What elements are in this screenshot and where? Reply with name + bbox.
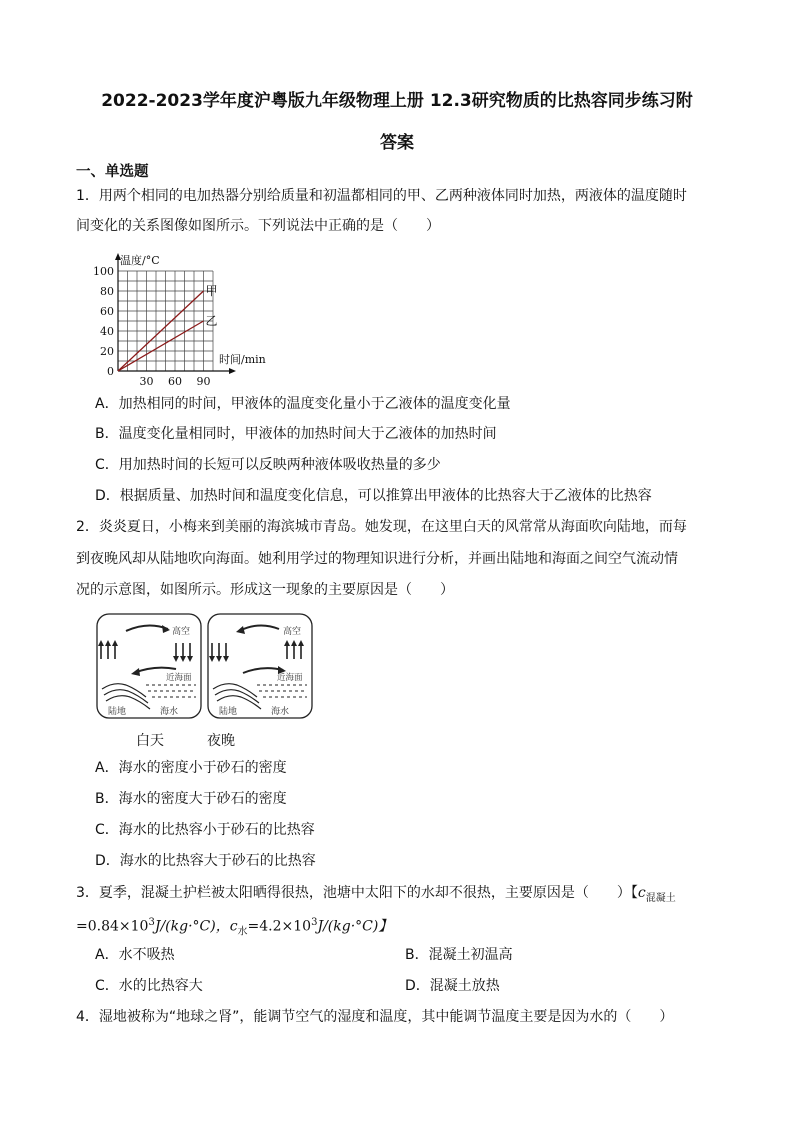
q2-stem-line1: 2．炎炎夏日，小梅来到美丽的海滨城市青岛。她发现，在这里白天的风常常从海面吹向陆地，而每 (76, 519, 687, 535)
q2-night-diagram (207, 613, 313, 719)
q4-stem-line1: 4．湿地被称为“地球之肾”，能调节空气的湿度和温度，其中能调节温度主要是因为水的（ ） (76, 1009, 674, 1025)
label-high-altitude: 高空 (172, 627, 191, 637)
x-axis-label: 时间/min (219, 353, 266, 366)
c-subscript-water: 水 (237, 926, 248, 938)
c-symbol: c (637, 885, 646, 901)
q1-temperature-chart (88, 240, 308, 385)
q3-option-b[interactable]: B．混凝土初温高 (405, 947, 513, 963)
y-tick-label: 100 (93, 265, 114, 278)
arrowhead (236, 626, 245, 634)
doc-title-line1: 2022-2023学年度沪粤版九年级物理上册 12.3研究物质的比热容同步练习附 (101, 91, 693, 111)
q2-option-d[interactable]: D．海水的比热容大于砂石的比热容 (95, 853, 316, 869)
q1-stem-line2: 间变化的关系图像如图所示。下列说法中正确的是（ ） (76, 218, 440, 234)
q3-option-d[interactable]: D．混凝土放热 (405, 978, 500, 994)
label-high-altitude: 高空 (283, 627, 302, 637)
q2-stem-line3: 况的示意图，如图所示。形成这一现象的主要原因是（ ） (76, 582, 454, 598)
y-tick-label: 20 (100, 345, 114, 358)
label-sea: 海水 (271, 707, 290, 717)
q1-option-b[interactable]: B．温度变化量相同时，甲液体的加热时间大于乙液体的加热时间 (95, 426, 497, 442)
q3-option-a[interactable]: A．水不吸热 (95, 947, 175, 963)
exponent: 3 (148, 917, 155, 928)
label-near-sea: 近海面 (166, 673, 192, 683)
x-tick-label: 30 (139, 375, 154, 385)
series-label: 甲 (205, 284, 218, 298)
caption-night: 夜晚 (207, 733, 235, 749)
section-heading: 一、单选题 (76, 164, 149, 180)
x-tick-label: 90 (196, 375, 211, 385)
q3-stem-line2 (76, 913, 726, 942)
arrowhead (162, 625, 170, 633)
caption-day: 白天 (136, 733, 164, 749)
y-tick-label: 80 (100, 285, 114, 298)
q3-stem-line1 (76, 883, 726, 909)
y-tick-label: 0 (107, 365, 114, 378)
formula-part: J/(kg·°C)， (154, 918, 230, 935)
label-land: 陆地 (219, 707, 238, 717)
label-sea: 海水 (160, 707, 179, 717)
q2-option-c[interactable]: C．海水的比热容小于砂石的比热容 (95, 822, 315, 838)
y-tick-label: 40 (100, 325, 114, 338)
q2-option-a[interactable]: A．海水的密度小于砂石的密度 (95, 760, 287, 776)
doc-title-line2: 答案 (380, 133, 414, 153)
formula-part: =4.2×10 (247, 918, 312, 935)
y-axis-label: 温度/°C (120, 254, 160, 267)
c-subscript-concrete: 混凝土 (645, 892, 676, 904)
x-tick-label: 60 (168, 375, 182, 385)
sea-surface (257, 685, 307, 697)
q3-option-c[interactable]: C．水的比热容大 (95, 978, 203, 994)
q2-option-b[interactable]: B．海水的密度大于砂石的密度 (95, 791, 287, 807)
label-near-sea: 近海面 (277, 673, 303, 683)
series-line-乙 (118, 321, 204, 371)
sea-surface (146, 685, 196, 697)
y-tick-label: 60 (100, 305, 114, 318)
q1-option-c[interactable]: C．用加热时间的长短可以反映两种液体吸收热量的多少 (95, 457, 441, 473)
arrowhead (131, 668, 140, 676)
q1-stem-line1: 1．用两个相同的电加热器分别给质量和初温都相同的甲、乙两种液体同时加热，两液体的温度随时 (76, 188, 687, 204)
c-symbol: c (229, 918, 238, 935)
airflow-arrow (126, 625, 168, 631)
formula-part: J/(kg·°C)】 (317, 918, 393, 935)
q3-stem-text: 3．夏季，混凝土护栏被太阳晒得很热，池塘中太阳下的水却不很热，主要原因是（ ）【 (76, 885, 638, 901)
q1-option-d[interactable]: D．根据质量、加热时间和温度变化信息，可以推算出甲液体的比热容大于乙液体的比热容 (95, 488, 652, 504)
exponent: 3 (311, 917, 318, 928)
x-axis-arrowhead (229, 368, 236, 374)
series-label: 乙 (205, 314, 218, 328)
q2-stem-line2: 到夜晚风却从陆地吹向海面。她利用学过的物理知识进行分析，并画出陆地和海面之间空气流动情 (76, 551, 678, 567)
formula-part: =0.84×10 (76, 918, 149, 935)
q1-option-a[interactable]: A．加热相同的时间，甲液体的温度变化量小于乙液体的温度变化量 (95, 396, 511, 412)
land-shoreline (102, 684, 150, 709)
label-land: 陆地 (108, 707, 127, 717)
land-shoreline (213, 684, 261, 709)
q2-day-diagram (96, 613, 202, 719)
airflow-arrow (239, 625, 279, 631)
